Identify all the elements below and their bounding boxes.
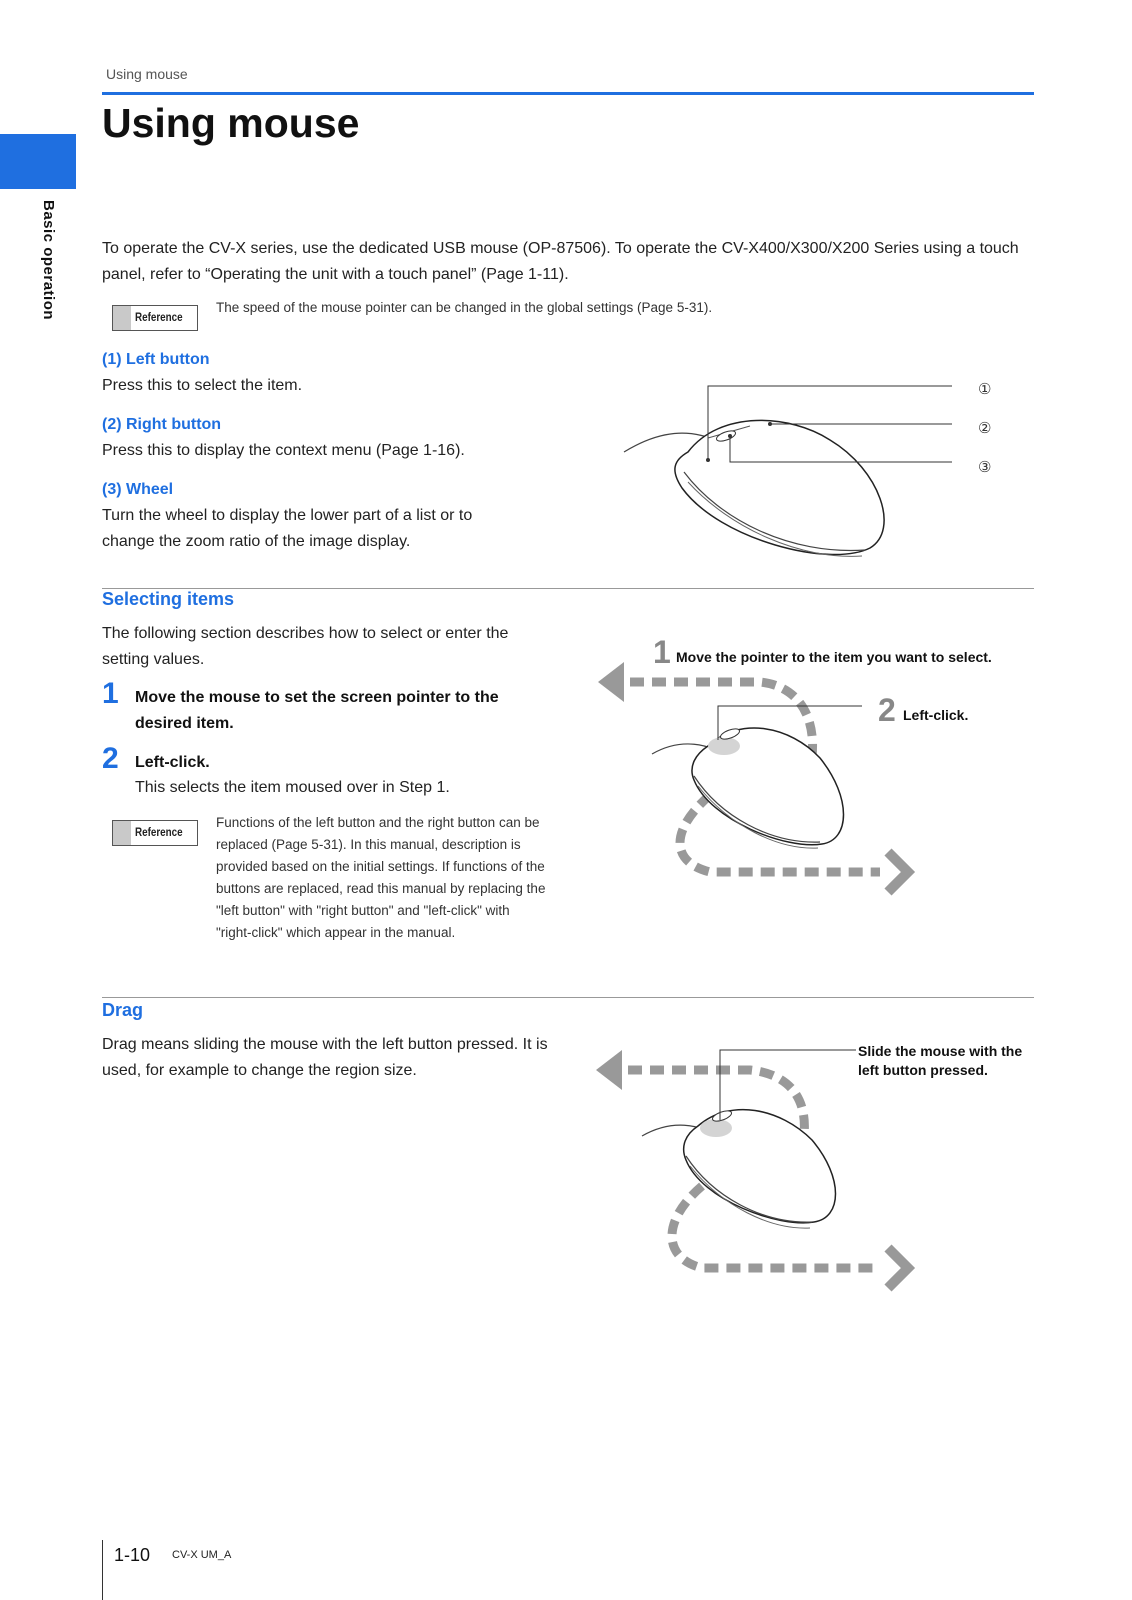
right-button-heading: (2) Right button [102,416,222,433]
page-title: Using mouse [102,100,360,146]
wheel-heading: (3) Wheel [102,481,174,498]
drag-figure-caption: Slide the mouse with the left button pressed. [858,1043,1023,1078]
wheel-text: Turn the wheel to display the lower part of a list or to change the zoom ratio of the image display. [102,507,473,550]
page-number: 1-10 [114,1545,151,1565]
reference-badge [112,305,198,331]
mouse-diagram [600,370,1020,570]
selecting-intro: The following section describes how to select or enter the setting values. [102,625,509,668]
section-label: Basic operation [40,200,57,321]
figure-step-2-caption: Left-click. [903,707,969,723]
header-rule [102,92,1034,95]
left-button-heading: (1) Left button [102,351,210,368]
figure-step-1-number: 1 [653,634,671,670]
drag-text: Drag means sliding the mouse with the left button pressed. It is used, for example to change the region size. [102,1036,548,1079]
left-button-text: Press this to select the item. [102,377,303,394]
step-1-number: 1 [102,677,119,710]
footer-rule [102,1540,103,1600]
intro-text: To operate the CV-X series, use the dedicated USB mouse (OP-87506). To operate the CV-X400/X300/X200 Series using a touch panel, refer to “Operating the unit with a touch panel” (Page 1-11). [102,240,1019,283]
step-2-title: Left-click. [135,754,210,771]
step-1-title: Move the mouse to set the screen pointer to the desired item. [135,689,499,732]
reference-text: Functions of the left button and the right button can be replaced (Page 5-31). In this manual, description is provided based on the initial settings. If functions of the buttons are replaced, read this manual by replacing the "left button" with "right button" and "left-click" with "right-click" which appear in the manual. [216,815,546,940]
selecting-heading: Selecting items [102,589,235,609]
section-rule [102,588,1034,589]
callout-1: ① [978,381,992,398]
figure-step-2-number: 2 [878,692,896,728]
callout-2: ② [978,420,992,437]
section-tab [0,134,76,189]
step-2-text: This selects the item moused over in Step 1. [135,779,450,796]
selecting-diagram [590,630,1030,910]
callout-3: ③ [978,459,992,476]
reference-badge [112,820,198,846]
document-code: CV-X UM_A [172,1549,232,1561]
step-2-number: 2 [102,742,119,775]
drag-heading: Drag [102,1000,144,1020]
section-rule [102,997,1034,998]
figure-step-1-caption: Move the pointer to the item you want to select. [676,649,992,665]
reference-badge-label: Reference [135,825,183,839]
breadcrumb: Using mouse [106,66,188,82]
reference-badge-label: Reference [135,310,183,324]
right-button-text: Press this to display the context menu (Page 1-16). [102,442,465,459]
reference-text: The speed of the mouse pointer can be changed in the global settings (Page 5-31). [216,300,713,315]
